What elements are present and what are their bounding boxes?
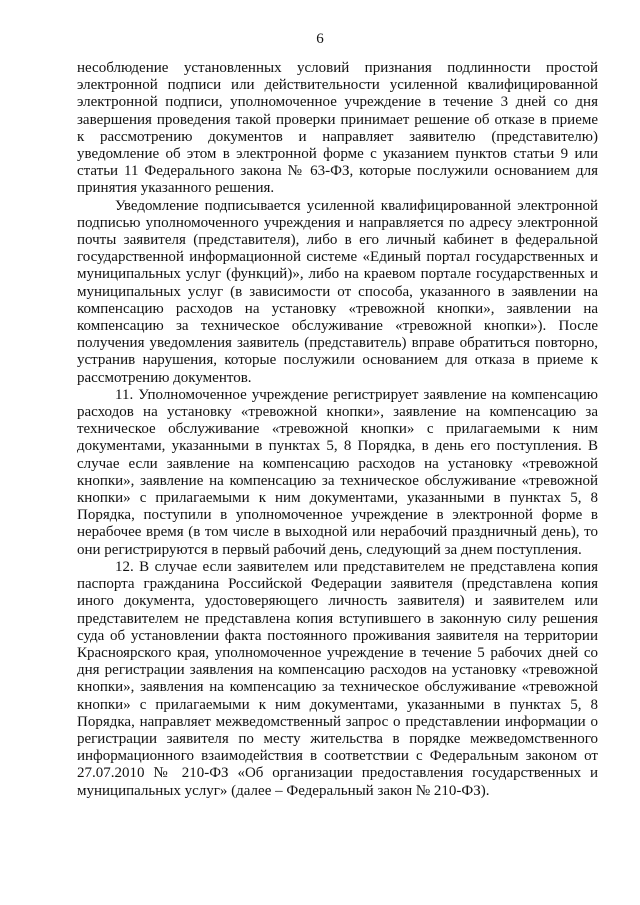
document-body bbox=[77, 60, 598, 800]
paragraph-item-12: 12. В случае если заявителем или представителем не представлена копия паспорта гражданина Российской Федерации заявителя (представлена копия иного документа, удостоверяющего личность заявителя) и заявителем или представителем не представлена копия вступившего в законную силу решения суда об установлении факта постоянного проживания заявителя на территории Красноярского края, уполномоченное учреждение в течение 5 рабочих дней со дня регистрации заявления на компенсацию расходов на установку «тревожной кнопки», заявления на компенсацию за техническое обслуживание «тревожной кнопки» с прилагаемыми к ним документами, указанными в пунктах 5, 8 Порядка, направляет межведомственный запрос о представлении информации о регистрации заявителя по месту жительства в порядке межведомственного информационного взаимодействия в соответствии с Федеральным законом от 27.07.2010 № 210-ФЗ «Об организации предоставления государственных и муниципальных услуг» (далее – Федеральный закон № 210-ФЗ). bbox=[77, 558, 598, 799]
paragraph-continuation: несоблюдение установленных условий признания подлинности простой электронной подписи или действительности усиленной квалифицированной электронной подписи, уполномоченное учреждение в течение 3 дней со дня завершения проведения такой проверки принимает решение об отказе в приеме к рассмотрению документов и направляет заявителю (представителю) уведомление об этом в электронной форме с указанием пунктов статьи 9 или статьи 11 Федерального закона № 63-ФЗ, которые послужили основанием для принятия указанного решения. bbox=[77, 60, 598, 197]
paragraph-item-11: 11. Уполномоченное учреждение регистрирует заявление на компенсацию расходов на установку «тревожной кнопки», заявление на компенсацию за техническое обслуживание «тревожной кнопки» с прилагаемыми к ним документами, указанными в пунктах 5, 8 Порядка, в день его поступления. В случае если заявление на компенсацию расходов на установку «тревожной кнопки», заявление на компенсацию за техническое обслуживание «тревожной кнопки» с прилагаемыми к ним документами, указанными в пунктах 5, 8 Порядка, поступили в уполномоченное учреждение в электронной форме в нерабочее время (в том числе в выходной или нерабочий праздничный день), то они регистрируются в первый рабочий день, следующий за днем поступления. bbox=[77, 386, 598, 558]
page-number: 6 bbox=[316, 31, 324, 47]
paragraph-notification: Уведомление подписывается усиленной квалифицированной электронной подписью уполномоченного учреждения и направляется по адресу электронной почты заявителя (представителя), либо в его личный кабинет в федеральной государственной информационной системе «Единый портал государственных и муниципальных услуг (функций)», либо на краевом портале государственных и муниципальных услуг (в зависимости от способа, указанного в заявлении на компенсацию расходов на установку «тревожной кнопки», заявлении на компенсацию за техническое обслуживание «тревожной кнопки»). После получения уведомления заявитель (представитель) вправе обратиться повторно, устранив нарушения, которые послужили основанием для отказа в приеме к рассмотрению документов. bbox=[77, 197, 598, 386]
